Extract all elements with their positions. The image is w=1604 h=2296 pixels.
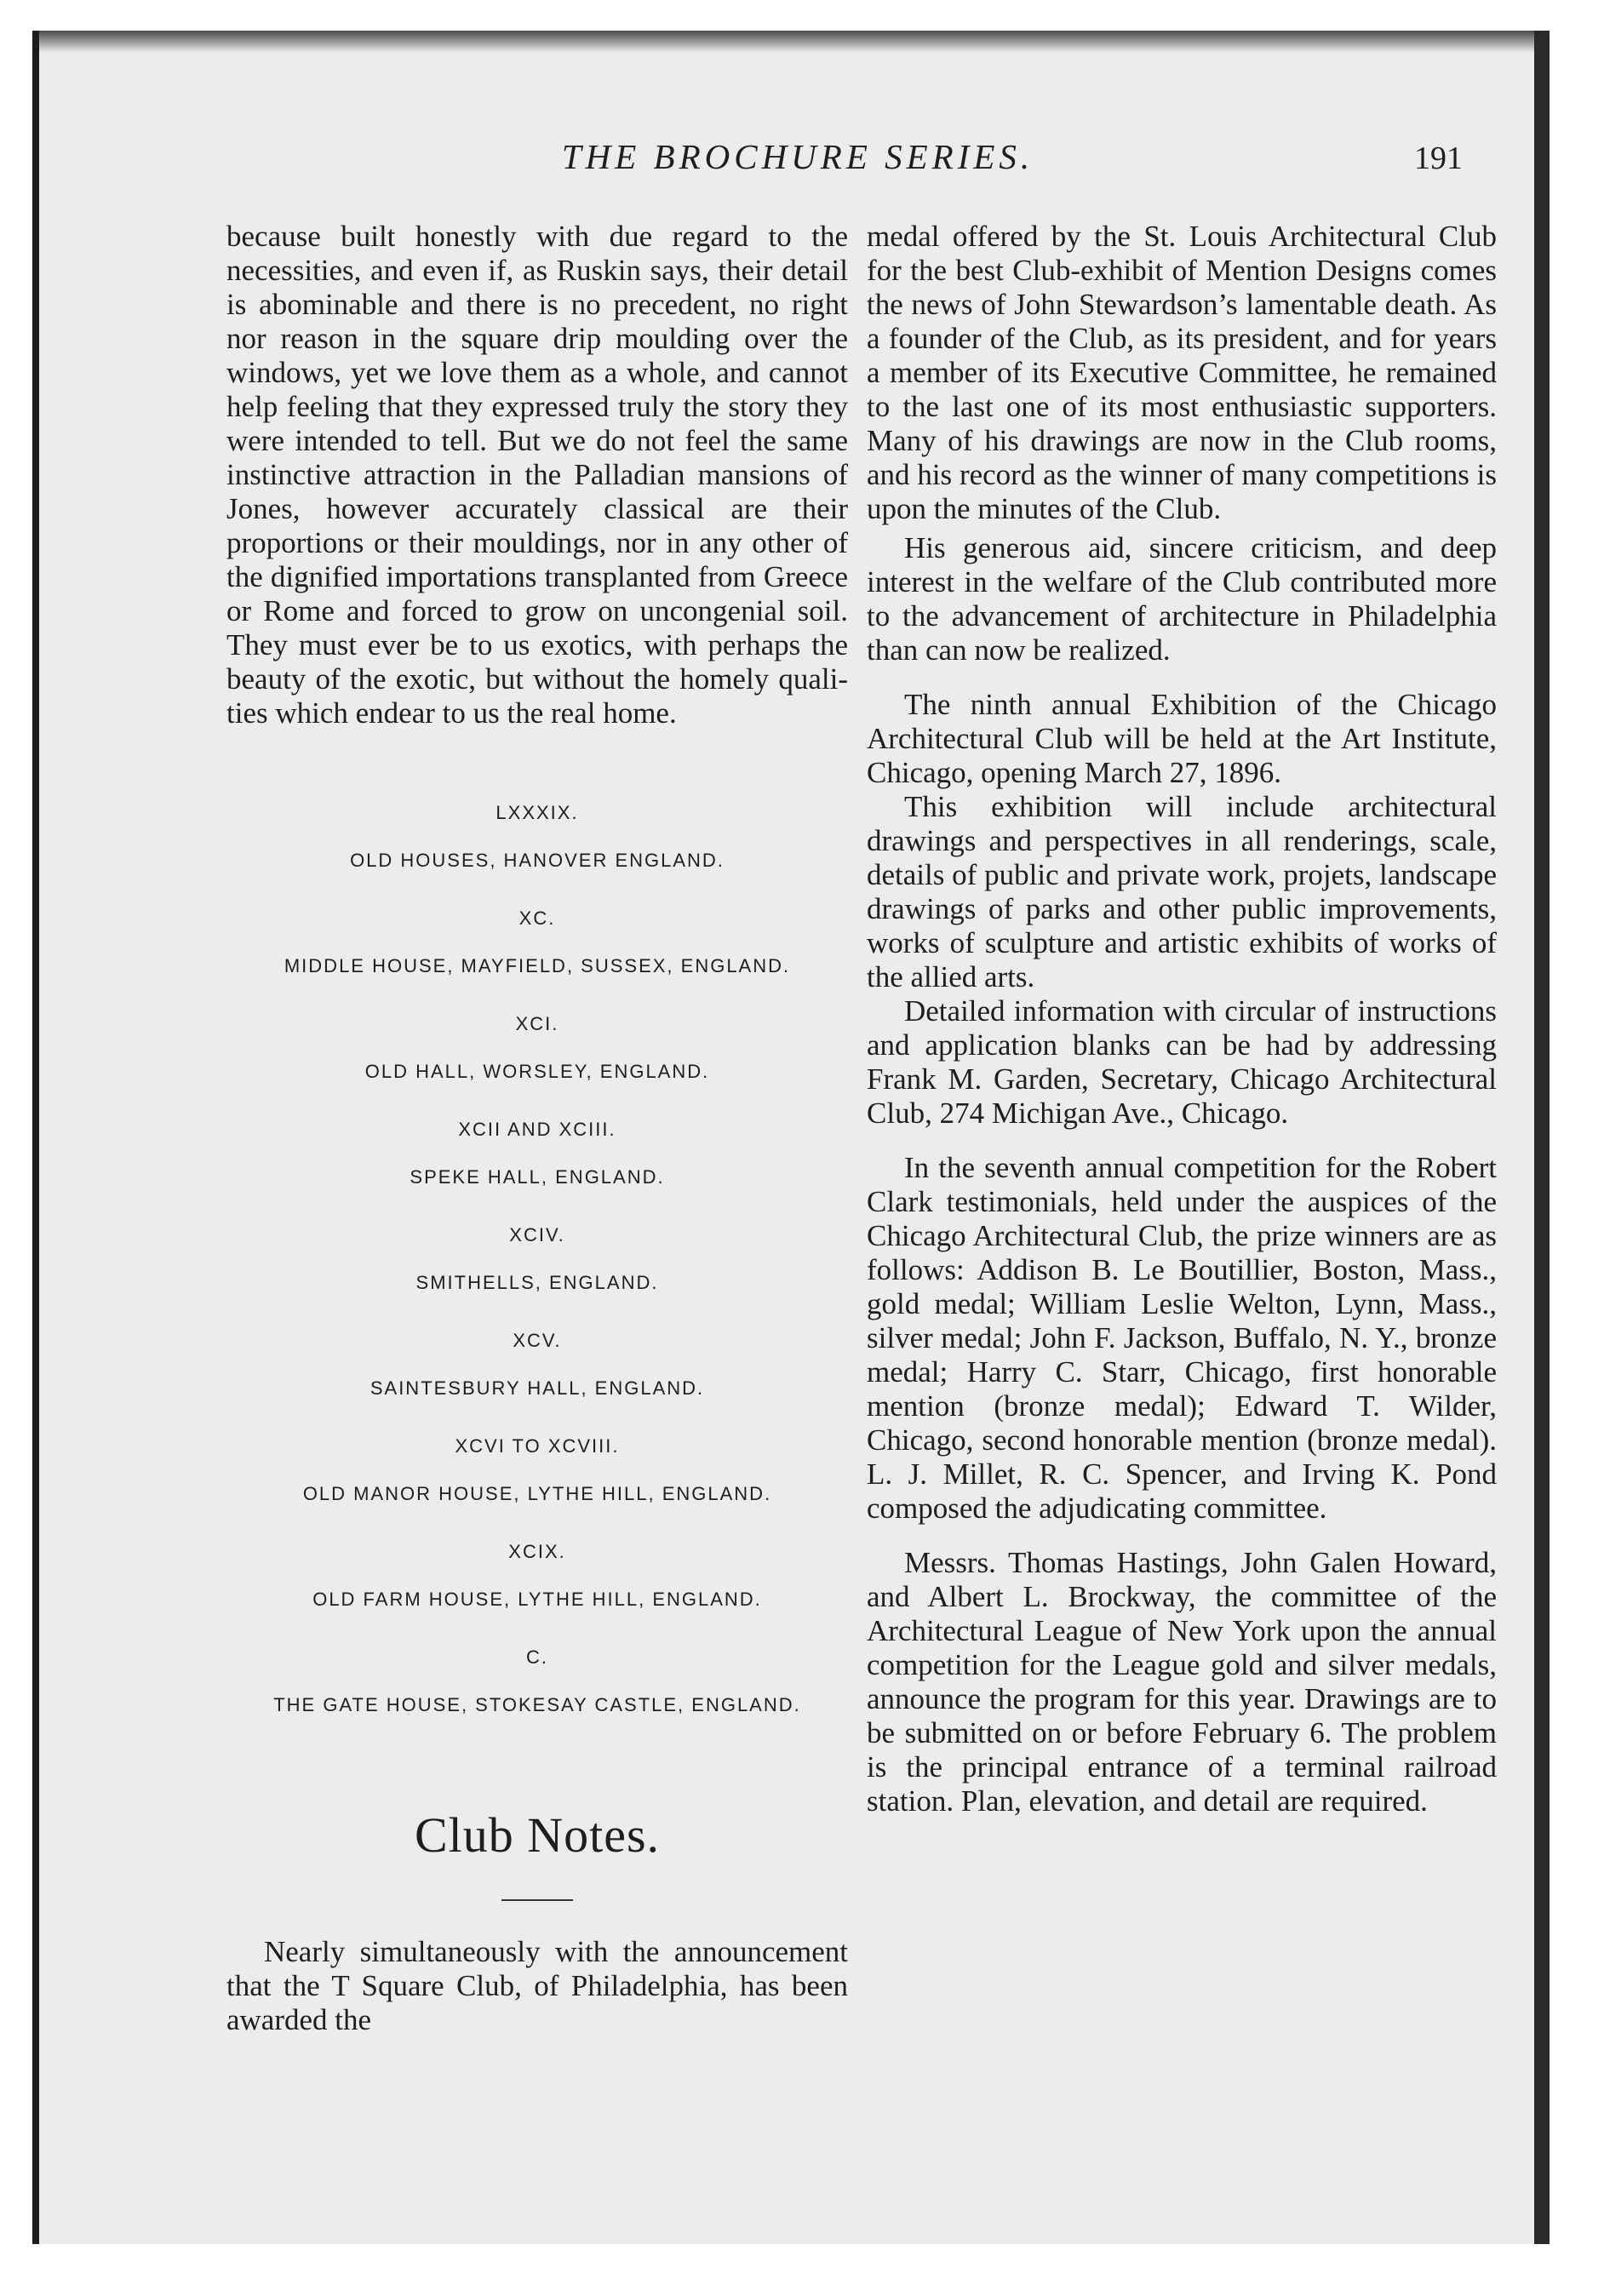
plate-number: XCI. [515,1013,559,1034]
plate-entry [226,908,848,977]
plate-number: XCV. [513,1330,562,1351]
plate-title: OLD HALL, WORSLEY, ENGLAND. [364,1061,710,1082]
plate-title: MIDDLE HOUSE, MAYFIELD, SUSSEX, ENGLAND. [284,955,791,976]
plate-title: THE GATE HOUSE, STOKESAY CASTLE, ENGLAND. [273,1694,801,1715]
exhibition-contents-paragraph: This exhibition will include architectural drawings and perspectives in all renderings, scale, details of public and private work, projets, landscape drawings of parks and other public improvements, works of sculpture and artistic exhibits of works of the allied arts. [867,790,1497,993]
plate-entry [226,1013,848,1083]
club-notes-heading: Club Notes. [414,1807,661,1863]
plate-entry [226,1330,848,1400]
right-column [867,220,1497,1818]
plate-number: XCII AND XCIII. [458,1119,616,1140]
plate-number: LXXXIX. [496,802,579,823]
architectural-league-paragraph: Messrs. Thomas Hastings, John Galen Howard, and Albert L. Brockway, the committee of the Architectural League of New York upon the annual competition for the League gold and silver medals, announce the program for this year. Drawings are to be submitted on or before February 6. The problem is the principal entrance of a terminal railroad station. Plan, elevation, and detail are required. [867,1546,1497,1818]
plate-number: C. [526,1646,548,1668]
plate-entry [226,1646,848,1716]
plate-title: SAINTESBURY HALL, ENGLAND. [369,1377,705,1399]
page-number: 191 [1414,140,1463,176]
plate-entry [226,1224,848,1294]
running-title: THE BROCHURE SERIES. [561,137,1034,176]
ninth-exhibition-paragraph: The ninth annual Exhibition of the Chicago Architectural Club will be held at the Art Institute, Chicago, opening March 27, 1896. [867,688,1497,789]
generous-aid-paragraph: His generous aid, sincere criticism, and deep interest in the welfare of the Club contributed more to the advancement of architecture in Philadelphia than can now be realized. [867,531,1497,667]
heading-rule [501,1899,573,1901]
plate-number: XCIV. [509,1224,565,1245]
club-notes-intro: Nearly simultaneously with the announcement that the T Square Club, of Philadelphia, has been awarded the [226,1935,848,2036]
scanned-page [32,31,1550,2244]
stewardson-paragraph: medal offered by the St. Louis Architectural Club for the best Club-exhibit of Mention Designs comes the news of John Stewardson’s lamentable death. As a founder of the Club, as its president, and for years a member of its Executive Committee, he remained to the last one of its most enthusiastic supporters. Many of his drawings are now in the Club rooms, and his record as the winner of many competitions is upon the minutes of the Club. [867,220,1497,525]
plate-number: XC. [518,908,556,929]
plate-entry [226,1541,848,1611]
plate-number: XCVI TO XCVIII. [455,1435,620,1457]
plate-title: OLD FARM HOUSE, LYTHE HILL, ENGLAND. [312,1589,762,1610]
plate-entry [226,1435,848,1505]
plate-entry [226,1119,848,1188]
left-column [226,220,848,2037]
plate-list [226,802,848,1716]
robert-clark-paragraph: In the seventh annual competition for the Robert Clark testimonials, held under the auspices of the Chicago Architectural Club, the prize winners are as follows: Addison B. Le Boutillier, Boston, Mass., gold medal; William Leslie Welton, Lynn, Mass., silver medal; John F. Jackson, Buffalo, N. Y., bronze medal; Harry C. Starr, Chicago, first honorable mention (bronze medal); Edward T. Wilder, Chicago, second honorable mention (bronze medal). L. J. Millet, R. C. Spencer, and Irving K. Pond composed the adjudicating committee. [867,1151,1497,1525]
plate-number: XCIX. [508,1541,566,1562]
plate-title: OLD MANOR HOUSE, LYTHE HILL, ENGLAND. [302,1483,772,1504]
plate-title: OLD HOUSES, HANOVER ENGLAND. [350,850,725,871]
plate-title: SMITHELLS, ENGLAND. [415,1272,659,1293]
ruskin-paragraph: because built honestly with due regard to the necessities, and even if, as Ruskin says, their detail is abominable and there is no precedent, no right nor reason in the square drip moulding over the windows, yet we love them as a whole, and cannot help feeling that they expressed truly the story they were intended to tell. But we do not feel the same instinctive attraction in the Palladian mansions of Jones, however accurately classical are their proportions or their mouldings, nor in any other of the dignified importations transplanted from Greece or Rome and forced to grow on uncongenial soil. They must ever be to us exotics, with perhaps the beauty of the exotic, but without the homely qualities which endear to us the real home. [226,220,848,730]
plate-title: SPEKE HALL, ENGLAND. [410,1166,665,1188]
information-paragraph: Detailed information with circular of instructions and application blanks can be had by addressing Frank M. Garden, Secretary, Chicago Architectural Club, 274 Michigan Ave., Chicago. [867,994,1497,1130]
plate-entry [226,802,848,872]
